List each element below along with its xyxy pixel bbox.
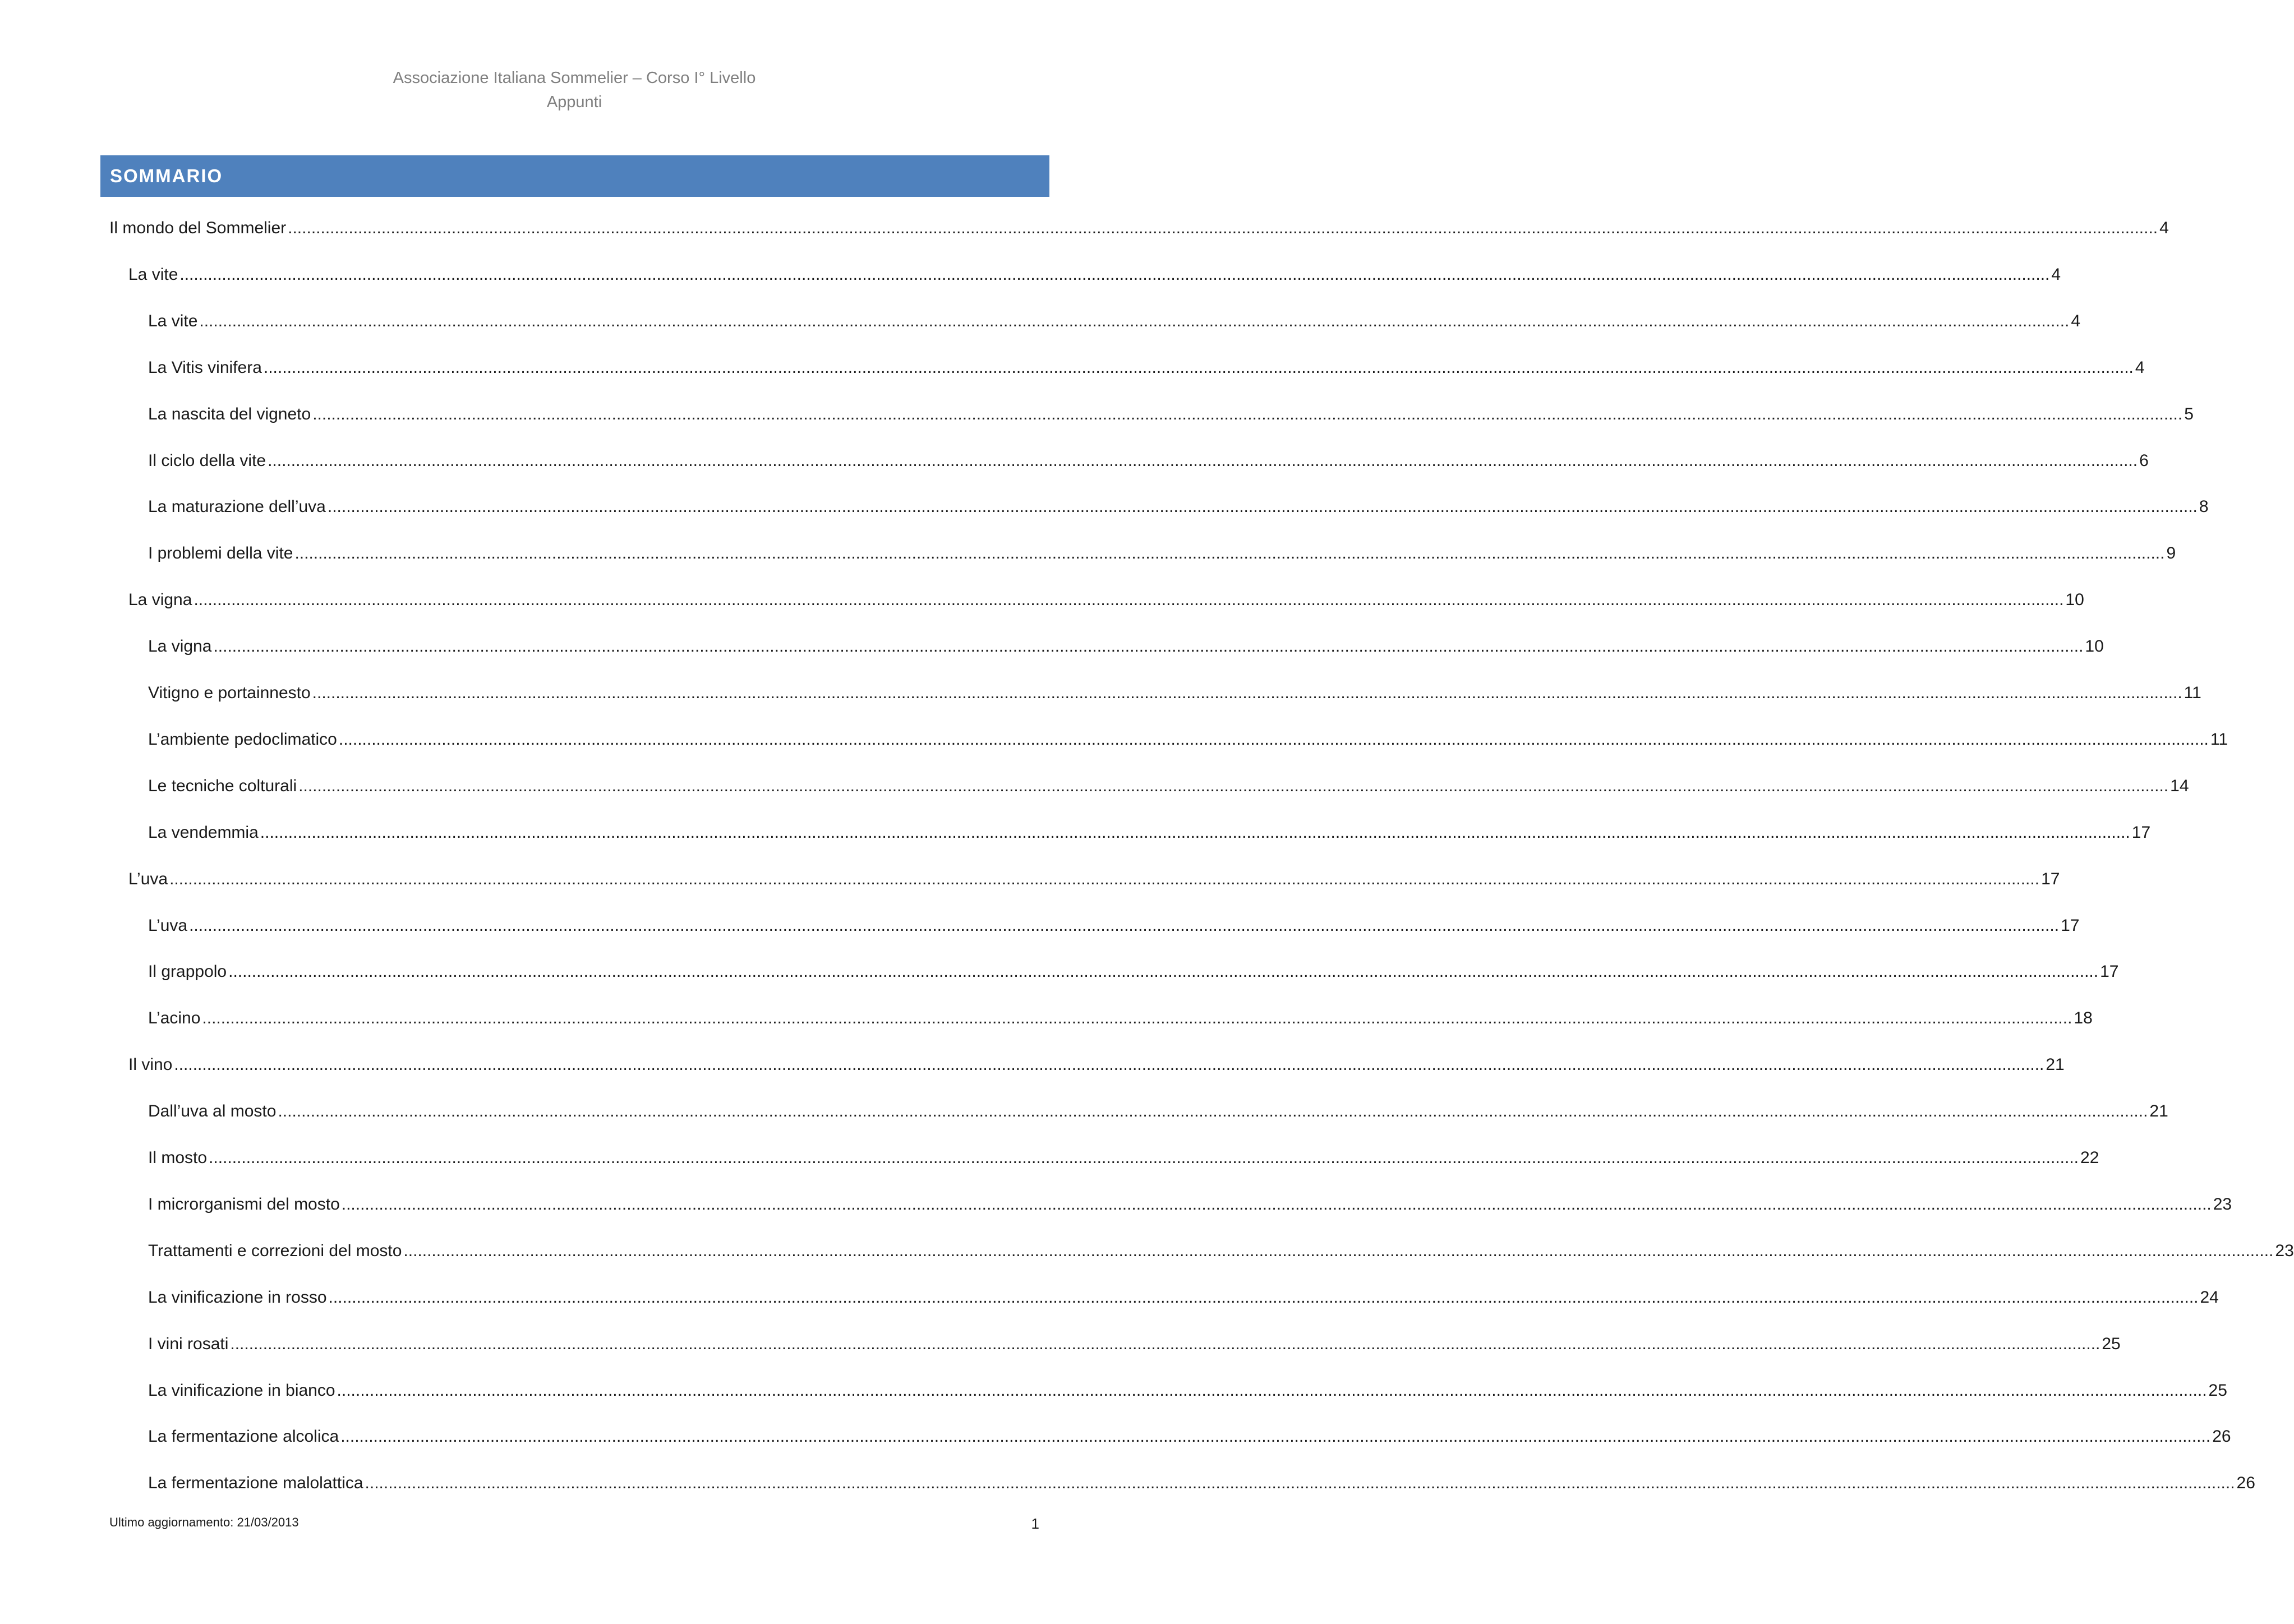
- toc-entry-label: L’uva: [128, 869, 168, 888]
- toc-entry[interactable]: [148, 449, 2149, 473]
- toc-dot-leader: ................................................................................................................................................................................................................................................................................................................................................................................................................: [209, 1148, 2079, 1167]
- toc-dot-leader: ................................................................................................................................................................................................................................................................................................................................................................................................................: [189, 916, 2060, 935]
- toc-entry-page: 26: [2212, 1427, 2231, 1446]
- toc-entry-page: 18: [2074, 1009, 2093, 1028]
- toc-dot-leader: ................................................................................................................................................................................................................................................................................................................................................................................................................: [268, 451, 2138, 470]
- toc-entry[interactable]: [148, 1332, 2121, 1357]
- toc-entry-label: La vendemmia: [148, 823, 259, 842]
- toc-dot-leader: ................................................................................................................................................................................................................................................................................................................................................................................................................: [337, 1381, 2207, 1400]
- toc-entry[interactable]: [148, 959, 2119, 984]
- toc-dot-leader: ................................................................................................................................................................................................................................................................................................................................................................................................................: [260, 823, 2130, 842]
- toc-entry[interactable]: [128, 262, 2061, 287]
- toc-entry-label: L’uva: [148, 916, 188, 935]
- toc-entry[interactable]: [128, 1053, 2065, 1077]
- toc-dot-leader: ................................................................................................................................................................................................................................................................................................................................................................................................................: [328, 1288, 2199, 1307]
- toc-entry[interactable]: [148, 1471, 2255, 1496]
- toc-entry[interactable]: [148, 913, 2080, 938]
- toc-entry[interactable]: [148, 1285, 2219, 1310]
- toc-entry-label: La fermentazione alcolica: [148, 1427, 339, 1446]
- header-line-1: Associazione Italiana Sommelier – Corso I° Livello: [393, 69, 756, 87]
- toc-entry-label: La vinificazione in rosso: [148, 1288, 327, 1307]
- toc-entry[interactable]: [128, 867, 2060, 892]
- toc-dot-leader: ................................................................................................................................................................................................................................................................................................................................................................................................................: [169, 869, 2040, 888]
- toc-dot-leader: ................................................................................................................................................................................................................................................................................................................................................................................................................: [228, 962, 2099, 981]
- toc-entry-page: 26: [2236, 1474, 2255, 1493]
- toc-entry-label: Il grappolo: [148, 962, 227, 981]
- toc-entry-label: Il mosto: [148, 1148, 208, 1167]
- toc-entry-label: La vinificazione in bianco: [148, 1381, 335, 1400]
- toc-dot-leader: ................................................................................................................................................................................................................................................................................................................................................................................................................: [230, 1334, 2100, 1353]
- toc-entry-page: 4: [2071, 311, 2081, 330]
- toc-entry-page: 17: [2041, 869, 2060, 888]
- toc-entry-label: Dall’uva al mosto: [148, 1102, 277, 1121]
- toc-entry[interactable]: [109, 216, 2169, 241]
- toc-entry[interactable]: [148, 727, 2228, 752]
- toc-entry-page: 21: [2149, 1102, 2168, 1121]
- toc-dot-leader: ................................................................................................................................................................................................................................................................................................................................................................................................................: [327, 497, 2198, 516]
- toc-entry-page: 8: [2199, 497, 2209, 516]
- toc-entry-page: 14: [2170, 776, 2189, 795]
- toc-entry-page: 25: [2208, 1381, 2227, 1400]
- toc-entry-label: I vini rosati: [148, 1334, 229, 1353]
- toc-entry[interactable]: [148, 820, 2151, 845]
- toc-entry-label: Trattamenti e correzioni del mosto: [148, 1241, 402, 1260]
- toc-dot-leader: ................................................................................................................................................................................................................................................................................................................................................................................................................: [213, 637, 2084, 656]
- toc-dot-leader: ................................................................................................................................................................................................................................................................................................................................................................................................................: [365, 1474, 2235, 1493]
- toc-entry[interactable]: [148, 1192, 2232, 1217]
- toc-entry[interactable]: [148, 634, 2104, 659]
- toc-title: SOMMARIO: [110, 165, 223, 186]
- toc-entry-page: 17: [2100, 962, 2119, 981]
- toc-dot-leader: ................................................................................................................................................................................................................................................................................................................................................................................................................: [312, 404, 2183, 423]
- toc-entry-page: 11: [2210, 730, 2228, 749]
- toc-entry-label: Il mondo del Sommelier: [109, 219, 287, 237]
- toc-entry-page: 5: [2184, 404, 2194, 423]
- toc-entry-label: Le tecniche colturali: [148, 776, 297, 795]
- toc-dot-leader: ................................................................................................................................................................................................................................................................................................................................................................................................................: [288, 219, 2158, 237]
- toc-dot-leader: ................................................................................................................................................................................................................................................................................................................................................................................................................: [294, 544, 2165, 563]
- toc-entry-label: L’ambiente pedoclimatico: [148, 730, 337, 749]
- toc-entry-page: 24: [2200, 1288, 2219, 1307]
- toc-entry[interactable]: [148, 1378, 2227, 1403]
- toc-dot-leader: ................................................................................................................................................................................................................................................................................................................................................................................................................: [202, 1009, 2072, 1028]
- toc-entry-label: I problemi della vite: [148, 544, 293, 563]
- toc-entry-page: 11: [2184, 684, 2201, 702]
- toc-entry[interactable]: [148, 1006, 2093, 1031]
- header-line-2: Appunti: [546, 93, 602, 111]
- toc-dot-leader: ................................................................................................................................................................................................................................................................................................................................................................................................................: [174, 1055, 2044, 1074]
- toc-entry[interactable]: [148, 309, 2081, 334]
- toc-entry-label: La vigna: [148, 637, 212, 656]
- toc-entry-page: 6: [2139, 451, 2149, 470]
- toc-entry-label: I microrganismi del mosto: [148, 1194, 340, 1214]
- toc-entry-label: Il ciclo della vite: [148, 451, 266, 470]
- toc-entry[interactable]: [148, 402, 2194, 427]
- toc-entry-page: 21: [2046, 1055, 2065, 1074]
- toc-dot-leader: ................................................................................................................................................................................................................................................................................................................................................................................................................: [263, 358, 2134, 377]
- toc-entry[interactable]: [148, 1099, 2168, 1124]
- toc-entry[interactable]: [148, 774, 2189, 799]
- toc-entry[interactable]: [148, 356, 2145, 380]
- toc-dot-leader: ................................................................................................................................................................................................................................................................................................................................................................................................................: [340, 1427, 2211, 1446]
- toc-entry-label: La vite: [128, 265, 178, 284]
- toc-entry[interactable]: [148, 681, 2201, 705]
- toc-entry[interactable]: [148, 495, 2209, 519]
- toc-entry-label: La Vitis vinifera: [148, 358, 262, 377]
- toc-entry-page: 22: [2080, 1148, 2099, 1167]
- toc-entry-page: 23: [2213, 1194, 2232, 1214]
- toc-dot-leader: ................................................................................................................................................................................................................................................................................................................................................................................................................: [278, 1102, 2148, 1121]
- toc-entry-page: 17: [2061, 916, 2080, 935]
- toc-entry-label: La nascita del vigneto: [148, 404, 311, 423]
- toc-entry-page: 10: [2085, 637, 2104, 656]
- toc-entry-label: La maturazione dell’uva: [148, 497, 326, 516]
- toc-entry-label: Il vino: [128, 1055, 173, 1074]
- footer-updated: Ultimo aggiornamento: 21/03/2013: [109, 1515, 299, 1529]
- toc-dot-leader: ................................................................................................................................................................................................................................................................................................................................................................................................................: [341, 1194, 2212, 1214]
- toc-dot-leader: ................................................................................................................................................................................................................................................................................................................................................................................................................: [179, 265, 2050, 284]
- toc-entry-page: 4: [2159, 219, 2169, 237]
- toc-entry[interactable]: [148, 1146, 2099, 1170]
- toc-entry-page: 9: [2166, 544, 2176, 563]
- toc-dot-leader: ................................................................................................................................................................................................................................................................................................................................................................................................................: [298, 776, 2169, 795]
- toc-entry-label: La vite: [148, 311, 198, 330]
- toc-entry-label: La vigna: [128, 590, 192, 610]
- toc-entry-page: 23: [2275, 1241, 2294, 1260]
- toc-dot-leader: ................................................................................................................................................................................................................................................................................................................................................................................................................: [199, 311, 2070, 330]
- toc-dot-leader: ................................................................................................................................................................................................................................................................................................................................................................................................................: [194, 590, 2064, 610]
- toc-entry-label: Vitigno e portainnesto: [148, 684, 311, 702]
- toc-entry-page: 17: [2131, 823, 2151, 842]
- toc-entry-page: 25: [2102, 1334, 2121, 1353]
- toc-entry[interactable]: [128, 588, 2084, 612]
- toc-entry-page: 10: [2065, 590, 2084, 610]
- toc-entry[interactable]: [148, 1424, 2231, 1449]
- toc-entry-page: 4: [2135, 358, 2145, 377]
- toc-entry-page: 4: [2051, 265, 2061, 284]
- toc-dot-leader: ................................................................................................................................................................................................................................................................................................................................................................................................................: [312, 684, 2182, 702]
- toc-entry-label: La fermentazione malolattica: [148, 1474, 363, 1493]
- toc-dot-leader: ................................................................................................................................................................................................................................................................................................................................................................................................................: [403, 1241, 2274, 1260]
- toc-entry[interactable]: [148, 541, 2176, 566]
- footer-page-number: 1: [1031, 1515, 1039, 1532]
- toc-entry-label: L’acino: [148, 1009, 201, 1028]
- toc-entry[interactable]: [148, 1239, 2294, 1263]
- toc-dot-leader: ................................................................................................................................................................................................................................................................................................................................................................................................................: [338, 730, 2209, 749]
